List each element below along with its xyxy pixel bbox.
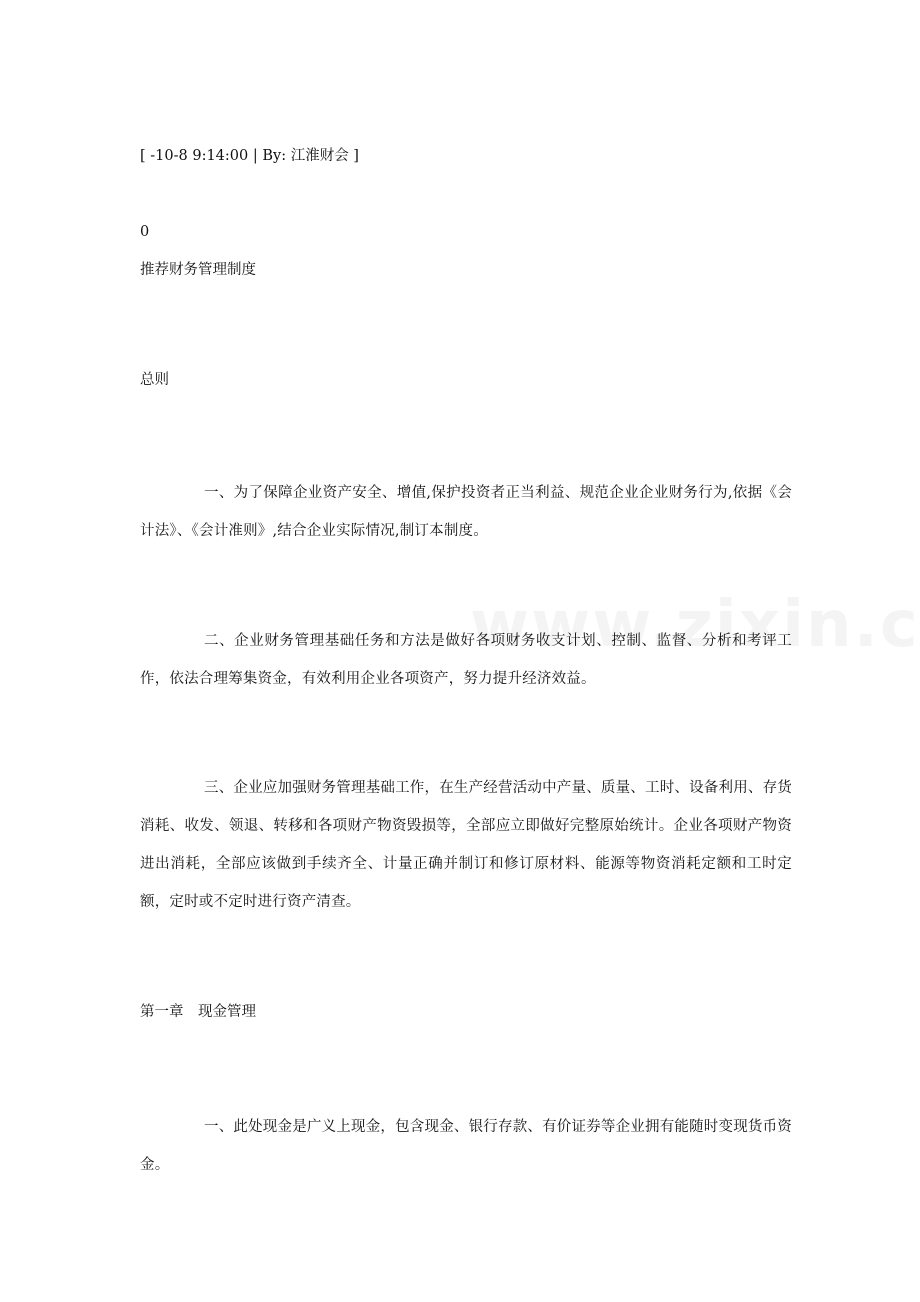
doc-number: 0 bbox=[140, 224, 150, 240]
chapter-heading: 第一章 现金管理 bbox=[140, 1004, 256, 1020]
doc-title: 推荐财务管理制度 bbox=[140, 262, 256, 278]
paragraph-4: 一、此处现金是广义上现金，包含现金、银行存款、有价证券等企业拥有能随时变现货币资金。 bbox=[140, 1119, 792, 1173]
paragraph-1: 一、为了保障企业资产安全、增值,保护投资者正当利益、规范企业企业财务行为,依据《会计法》、《会计准则》,结合企业实际情况,制订本制度。 bbox=[140, 485, 792, 539]
post-meta: [ -10-8 9:14:00 | By: 江淮财会 ] bbox=[140, 148, 359, 164]
paragraph-2: 二、企业财务管理基础任务和方法是做好各项财务收支计划、控制、监督、分析和考评工作，依法合理筹集资金，有效利用企业各项资产，努力提升经济效益。 bbox=[140, 633, 792, 687]
section-heading-general: 总则 bbox=[140, 372, 169, 388]
paragraph-3: 三、企业应加强财务管理基础工作，在生产经营活动中产量、质量、工时、设备利用、存货消耗、收发、领退、转移和各项财产物资毁损等，全部应立即做好完整原始统计。企业各项财产物资进出消耗，全部应该做到手续齐全、计量正确并制订和修订原材料、能源等物资消耗定额和工时定额，定时或不定时进行资产清查。 bbox=[140, 780, 792, 910]
